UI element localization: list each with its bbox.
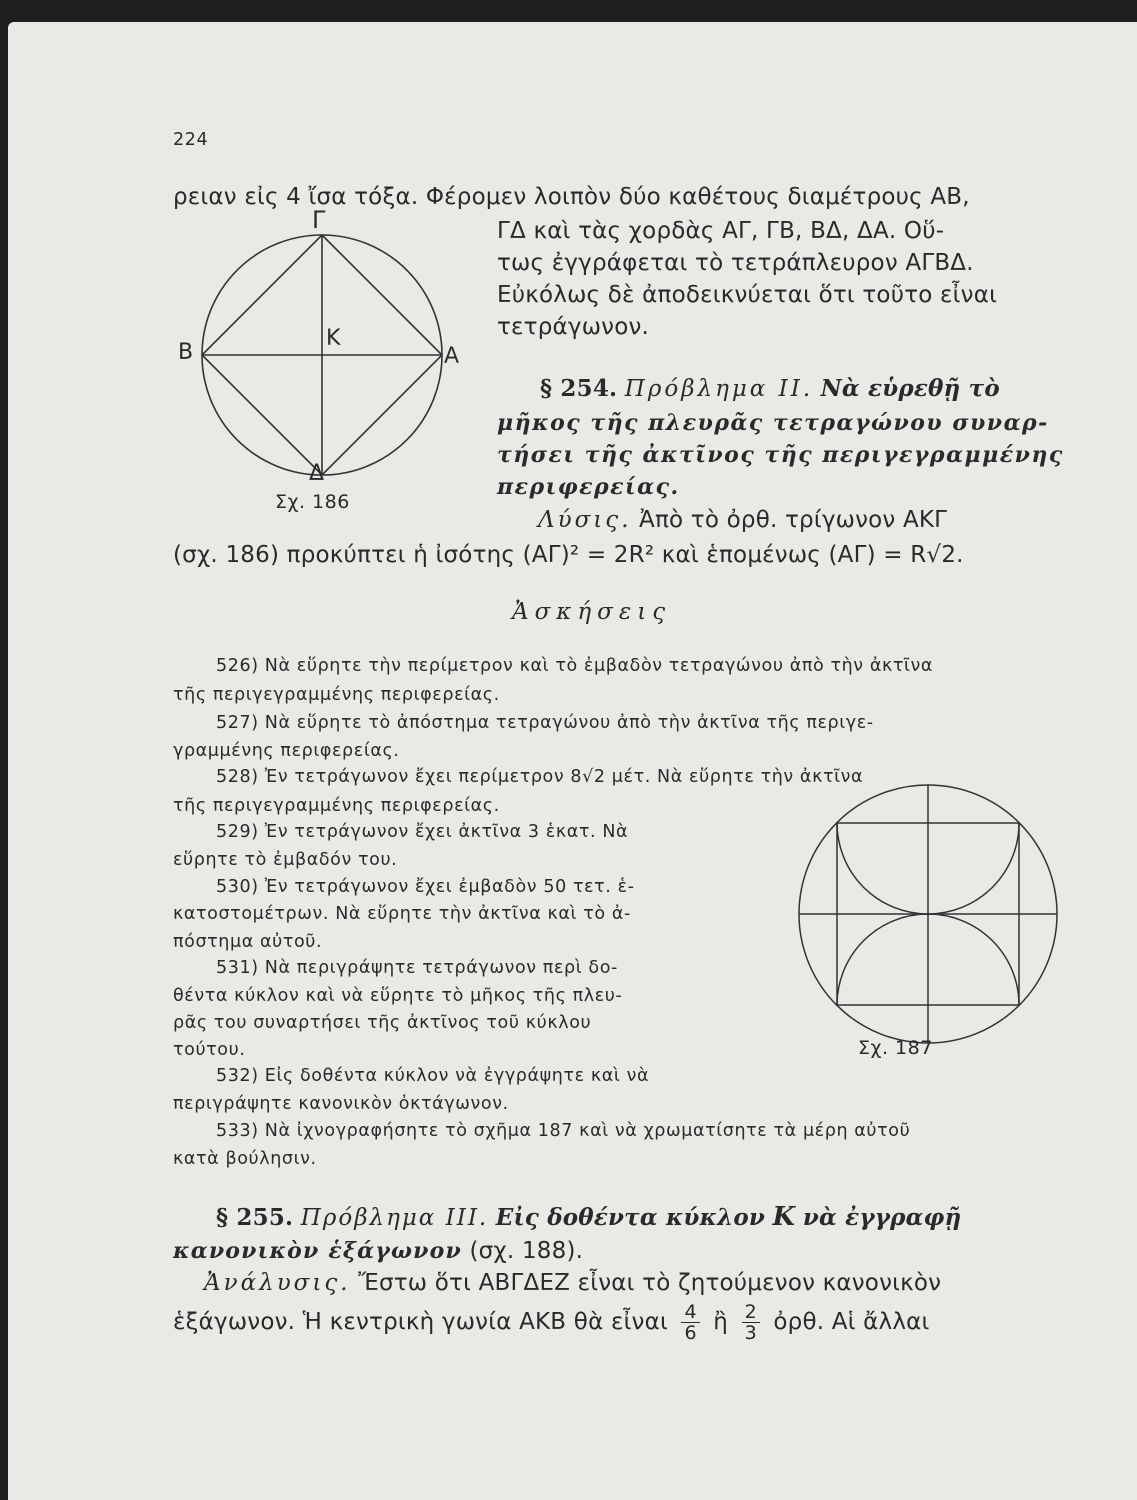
fig187-arc-top-left: [837, 823, 928, 914]
sec254-solution-label: Λύσις.: [538, 507, 632, 533]
page-number: 224: [173, 130, 209, 150]
fig186-label-b: Β: [178, 340, 194, 365]
sec254-line6: (σχ. 186) προκύπτει ἡ ἰσότης (ΑΓ)² = 2R² καὶ ἑπομένως (ΑΓ) = R√2.: [173, 542, 964, 568]
sec255-title-a: Εἰς δοθέντα κύκλον: [495, 1204, 766, 1231]
exercise-line: τῆς περιγεγραμμένης περιφερείας.: [173, 796, 500, 816]
exercise-line: περιγράψητε κανονικὸν ὀκτάγωνον.: [173, 1094, 509, 1114]
fig187-arc-bottom-left: [837, 914, 928, 1005]
exercise-line: 526) Νὰ εὕρητε τὴν περίμετρον καὶ τὸ ἐμβαδὸν τετραγώνου ἀπὸ τὴν ἀκτῖνα: [216, 656, 934, 676]
exercise-line: θέντα κύκλον καὶ νὰ εὕρητε τὸ μῆκος τῆς πλευ-: [173, 986, 623, 1006]
sec254-line2: μῆκος τῆς πλευρᾶς τετραγώνου συναρ-: [497, 410, 1049, 436]
exercise-line: 528) Ἐν τετράγωνον ἔχει περίμετρον 8√2 μέτ. Νὰ εὕρητε τὴν ἀκτῖνα: [216, 767, 864, 787]
fig187-arc-top-right: [928, 823, 1019, 914]
fraction-denominator: 3: [744, 1322, 757, 1344]
fig186-label-k: Κ: [326, 326, 341, 351]
exercise-line: πόστημα αὐτοῦ.: [173, 932, 323, 952]
fraction-denominator: 6: [684, 1322, 697, 1344]
sec254-title: Νὰ εὑρεθῇ τὸ: [820, 375, 1000, 402]
paragraph-line: ΓΔ καὶ τὰς χορδὰς ΑΓ, ΓΒ, ΒΔ, ΔΑ. Οὕ-: [497, 218, 945, 244]
exercise-line: 530) Ἐν τετράγωνον ἔχει ἐμβαδὸν 50 τετ. ἑ-: [216, 877, 635, 897]
sec255-analysis-text: Ἔστω ὅτι ΑΒΓΔΕΖ εἶναι τὸ ζητούμενον κανονικὸν: [358, 1270, 942, 1296]
exercise-line: ρᾶς του συναρτήσει τῆς ἀκτῖνος τοῦ κύκλου: [173, 1013, 592, 1033]
fraction-4-6: [681, 1302, 699, 1343]
sec255-number: § 255.: [216, 1204, 294, 1231]
sec254-problem: Πρόβλημα ΙΙ.: [624, 376, 814, 402]
fig186-label-g: Γ: [312, 206, 326, 234]
fraction-2-3: [742, 1302, 760, 1343]
paragraph-line: Εὐκόλως δὲ ἀποδεικνύεται ὅτι τοῦτο εἶναι: [497, 282, 998, 308]
fig186-caption: Σχ. 186: [275, 491, 350, 513]
exercise-line: 532) Εἰς δοθέντα κύκλον νὰ ἐγγράψητε καὶ νὰ: [216, 1066, 650, 1086]
exercise-line: εὕρητε τὸ ἐμβαδόν του.: [173, 850, 398, 870]
sec255-analysis-label: Ἀνάλυσις.: [204, 1270, 351, 1296]
sec255-line3: [204, 1270, 941, 1296]
sec255-line4-start: ἑξάγωνον. Ἡ κεντρικὴ γωνία ΑΚΒ θὰ εἶναι: [173, 1309, 668, 1335]
sec255-subtitle: κανονικὸν ἑξάγωνον: [173, 1238, 462, 1264]
exercise-line: γραμμένης περιφερείας.: [173, 741, 400, 761]
fig186-label-a: Α: [444, 344, 460, 369]
sec254-line3: τήσει τῆς ἀκτῖνος τῆς περιγεγραμμένης: [497, 442, 1064, 468]
sec254-number: § 254.: [540, 375, 618, 402]
sec255-line4: [173, 1302, 930, 1343]
exercise-line: 529) Ἐν τετράγωνον ἔχει ἀκτῖνα 3 ἑκατ. Νὰ: [216, 822, 629, 842]
fig187-arc-bottom-right: [928, 914, 1019, 1005]
paragraph-line: τως ἐγγράφεται τὸ τετράπλευρον ΑΓΒΔ.: [497, 250, 974, 276]
sec255-or: ἢ: [713, 1309, 729, 1335]
exercise-line: τῆς περιγεγραμμένης περιφερείας.: [173, 685, 500, 705]
sec255-line2: [173, 1238, 583, 1264]
sec255-subtitle-ref: (σχ. 188).: [469, 1238, 584, 1264]
fraction-numerator: 4: [681, 1302, 699, 1323]
sec254-line4: περιφερείας.: [497, 474, 680, 500]
sec254-solution-text: Ἀπὸ τὸ ὀρθ. τρίγωνον ΑΚΓ: [639, 507, 948, 533]
fraction-numerator: 2: [742, 1302, 760, 1323]
sec255-line1: [216, 1202, 961, 1232]
exercise-line: κατοστομέτρων. Νὰ εὕρητε τὴν ἀκτῖνα καὶ τὸ ἀ-: [173, 904, 631, 924]
sec255-title-b: νὰ ἐγγραφῇ: [802, 1204, 962, 1231]
exercise-line: 531) Νὰ περιγράψητε τετράγωνον περὶ δο-: [216, 958, 618, 978]
paragraph-line: ρειαν εἰς 4 ἴσα τόξα. Φέρομεν λοιπὸν δύο καθέτους διαμέτρους ΑΒ,: [173, 184, 970, 210]
exercise-line: 533) Νὰ ἰχνογραφήσητε τὸ σχῆμα 187 καὶ νὰ χρωματίσητε τὰ μέρη αὐτοῦ: [216, 1121, 911, 1141]
paragraph-line: τετράγωνον.: [497, 314, 650, 340]
exercise-line: τούτου.: [173, 1040, 246, 1060]
exercises-heading: Ἀσκήσεις: [512, 599, 672, 625]
fig187-caption: Σχ. 187: [858, 1037, 933, 1059]
exercise-line: κατὰ βούλησιν.: [173, 1149, 317, 1169]
sec255-line4-end: ὀρθ. Αἱ ἄλλαι: [773, 1309, 930, 1335]
fig186-label-d: Δ: [309, 461, 325, 486]
exercise-line: 527) Νὰ εὕρητε τὸ ἀπόστημα τετραγώνου ἀπὸ τὴν ἀκτῖνα τῆς περιγε-: [216, 713, 874, 733]
sec255-title-k: Κ: [772, 1202, 796, 1232]
sec255-problem: Πρόβλημα ΙΙΙ.: [300, 1205, 489, 1231]
